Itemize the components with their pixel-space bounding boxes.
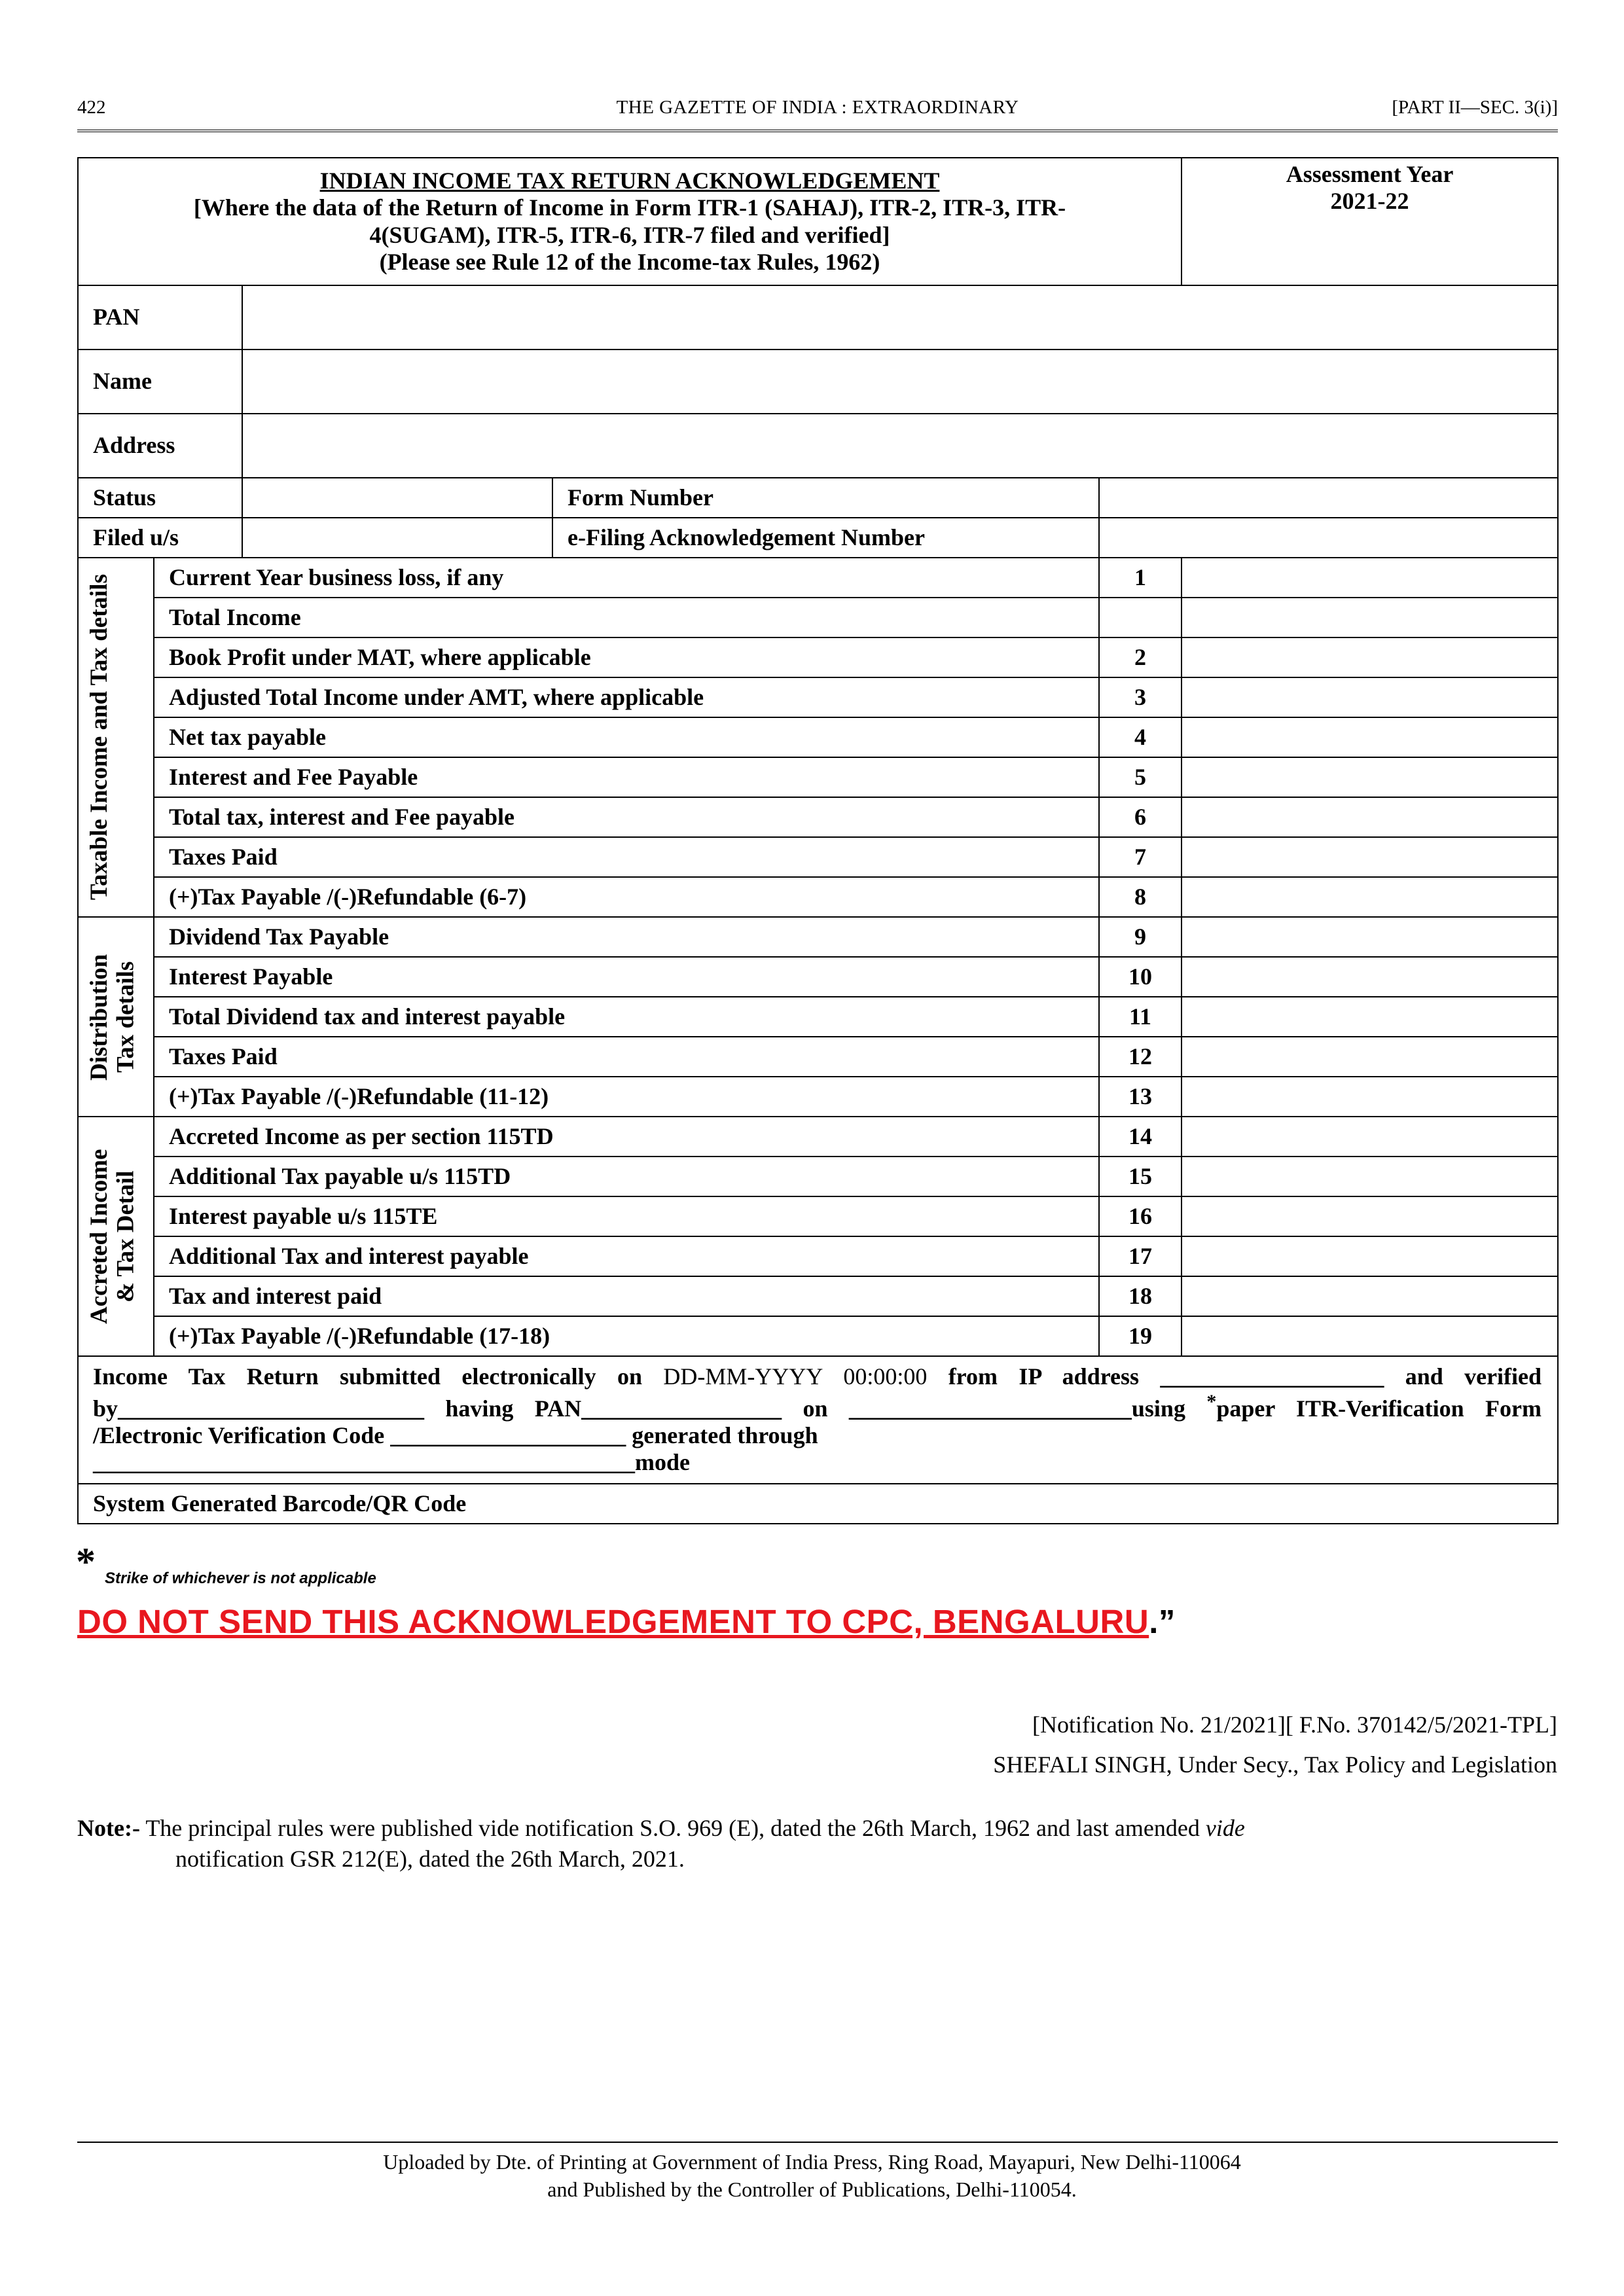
row-value bbox=[1182, 1316, 1558, 1356]
row-value bbox=[1182, 1077, 1558, 1117]
row-value bbox=[1182, 757, 1558, 797]
pan-label: PAN bbox=[78, 285, 242, 350]
row-label: Tax and interest paid bbox=[154, 1276, 1099, 1316]
submission-statement: Income Tax Return submitted electronically on DD-MM-YYYY 00:00:00 from IP address ___________________ and verified by__________________________ having PAN_________________ on ________________________using *paper ITR-Verification Form /Electronic Verification Code ____________________ generated through ______________________________________________mode bbox=[78, 1356, 1558, 1484]
gazette-title: THE GAZETTE OF INDIA : EXTRAORDINARY bbox=[616, 97, 1019, 118]
address-value bbox=[242, 414, 1558, 478]
section-taxable-income-label: Taxable Income and Tax details bbox=[78, 558, 154, 917]
acknowledgement-form bbox=[77, 157, 1559, 1524]
section-distribution-tax-label: Distribution Tax details bbox=[78, 917, 154, 1117]
barcode-label: System Generated Barcode/QR Code bbox=[78, 1484, 1558, 1524]
note-label: Note:- bbox=[77, 1815, 140, 1841]
form-subtitle-1: [Where the data of the Return of Income in Form ITR-1 (SAHAJ), ITR-2, ITR-3, ITR- bbox=[193, 194, 1066, 221]
form-number-label: Form Number bbox=[552, 478, 1099, 518]
filed-us-value bbox=[242, 518, 552, 558]
row-number: 5 bbox=[1099, 757, 1182, 797]
row-number: 17 bbox=[1099, 1236, 1182, 1276]
name-value bbox=[242, 350, 1558, 414]
row-number: 19 bbox=[1099, 1316, 1182, 1356]
row-number: 9 bbox=[1099, 917, 1182, 957]
note-continuation: notification GSR 212(E), dated the 26th March, 2021. bbox=[175, 1845, 685, 1872]
row-value bbox=[1182, 558, 1558, 598]
efiling-ack-value bbox=[1099, 518, 1558, 558]
row-label: Taxes Paid bbox=[154, 837, 1099, 877]
filed-us-label: Filed u/s bbox=[78, 518, 242, 558]
assessment-year-block bbox=[1182, 158, 1558, 285]
row-number bbox=[1099, 598, 1182, 637]
row-value bbox=[1182, 1236, 1558, 1276]
row-number: 15 bbox=[1099, 1157, 1182, 1196]
row-number: 10 bbox=[1099, 957, 1182, 997]
form-subtitle-3: (Please see Rule 12 of the Income-tax Rules, 1962) bbox=[379, 248, 880, 275]
submission-mode-line: ______________________________________________mode bbox=[93, 1449, 690, 1476]
notification-reference: [Notification No. 21/2021][ F.No. 370142/5/2021-TPL] bbox=[1032, 1712, 1557, 1738]
form-title-block bbox=[78, 158, 1182, 285]
row-value bbox=[1182, 837, 1558, 877]
row-label: Total tax, interest and Fee payable bbox=[154, 797, 1099, 837]
row-label: Additional Tax payable u/s 115TD bbox=[154, 1157, 1099, 1196]
note-block: Note:- The principal rules were published vide notification S.O. 969 (E), dated the 26th March, 1962 and last amended vide notification GSR 212(E), dated the 26th March, 2021. bbox=[77, 1813, 1558, 1874]
row-value bbox=[1182, 997, 1558, 1037]
row-label: Interest and Fee Payable bbox=[154, 757, 1099, 797]
page-number: 422 bbox=[77, 97, 106, 118]
header-rule bbox=[77, 130, 1558, 134]
row-label: Interest Payable bbox=[154, 957, 1099, 997]
row-label: (+)Tax Payable /(-)Refundable (6-7) bbox=[154, 877, 1099, 917]
status-label: Status bbox=[78, 478, 242, 518]
address-label: Address bbox=[78, 414, 242, 478]
row-number: 3 bbox=[1099, 677, 1182, 717]
form-subtitle-2: 4(SUGAM), ITR-5, ITR-6, ITR-7 filed and verified] bbox=[369, 221, 890, 248]
efiling-ack-label: e-Filing Acknowledgement Number bbox=[552, 518, 1099, 558]
status-value bbox=[242, 478, 552, 518]
footer-rule bbox=[77, 2142, 1558, 2143]
page-footer bbox=[0, 2148, 1624, 2203]
row-value bbox=[1182, 797, 1558, 837]
pan-value bbox=[242, 285, 1558, 350]
row-value bbox=[1182, 1276, 1558, 1316]
section-accreted-income-label: Accreted Income & Tax Detail bbox=[78, 1117, 154, 1356]
row-label: Dividend Tax Payable bbox=[154, 917, 1099, 957]
row-label: Current Year business loss, if any bbox=[154, 558, 1099, 598]
row-number: 2 bbox=[1099, 637, 1182, 677]
row-number: 13 bbox=[1099, 1077, 1182, 1117]
row-value bbox=[1182, 1117, 1558, 1157]
footer-line-1: Uploaded by Dte. of Printing at Government of India Press, Ring Road, Mayapuri, New Delhi-110064 bbox=[383, 2150, 1241, 2174]
row-number: 16 bbox=[1099, 1196, 1182, 1236]
row-value bbox=[1182, 877, 1558, 917]
row-label: Total Dividend tax and interest payable bbox=[154, 997, 1099, 1037]
row-value bbox=[1182, 1037, 1558, 1077]
row-number: 14 bbox=[1099, 1117, 1182, 1157]
name-label: Name bbox=[78, 350, 242, 414]
row-number: 18 bbox=[1099, 1276, 1182, 1316]
row-number: 11 bbox=[1099, 997, 1182, 1037]
notification-signatory: SHEFALI SINGH, Under Secy., Tax Policy and Legislation bbox=[993, 1751, 1557, 1778]
gazette-part: [PART II—SEC. 3(i)] bbox=[1392, 97, 1558, 118]
assessment-year-value: 2021-22 bbox=[1330, 188, 1409, 215]
row-label: Net tax payable bbox=[154, 717, 1099, 757]
form-number-value bbox=[1099, 478, 1558, 518]
row-value bbox=[1182, 1157, 1558, 1196]
row-value bbox=[1182, 917, 1558, 957]
footnote-star: * bbox=[76, 1540, 96, 1583]
footnote-strike-text: Strike of whichever is not applicable bbox=[105, 1570, 376, 1587]
warning-closing-quote: .” bbox=[1149, 1603, 1176, 1640]
row-label: (+)Tax Payable /(-)Refundable (17-18) bbox=[154, 1316, 1099, 1356]
row-value bbox=[1182, 677, 1558, 717]
row-value bbox=[1182, 598, 1558, 637]
row-value bbox=[1182, 1196, 1558, 1236]
row-number: 12 bbox=[1099, 1037, 1182, 1077]
notification-block bbox=[993, 1705, 1557, 1785]
row-number: 1 bbox=[1099, 558, 1182, 598]
row-label: Book Profit under MAT, where applicable bbox=[154, 637, 1099, 677]
row-label: Additional Tax and interest payable bbox=[154, 1236, 1099, 1276]
row-number: 6 bbox=[1099, 797, 1182, 837]
form-title: INDIAN INCOME TAX RETURN ACKNOWLEDGEMENT bbox=[319, 167, 940, 194]
row-label: Interest payable u/s 115TE bbox=[154, 1196, 1099, 1236]
page-header bbox=[77, 97, 1558, 123]
row-number: 8 bbox=[1099, 877, 1182, 917]
row-value bbox=[1182, 957, 1558, 997]
row-number: 4 bbox=[1099, 717, 1182, 757]
footer-line-2: and Published by the Controller of Publications, Delhi-110054. bbox=[547, 2178, 1077, 2202]
row-value bbox=[1182, 717, 1558, 757]
warning-text: DO NOT SEND THIS ACKNOWLEDGEMENT TO CPC, BENGALURU bbox=[77, 1603, 1149, 1640]
row-value bbox=[1182, 637, 1558, 677]
row-number: 7 bbox=[1099, 837, 1182, 877]
row-label: Accreted Income as per section 115TD bbox=[154, 1117, 1099, 1157]
row-label: Total Income bbox=[154, 598, 1099, 637]
submission-datetime: DD-MM-YYYY 00:00:00 bbox=[663, 1363, 928, 1390]
warning-notice bbox=[77, 1602, 1176, 1641]
assessment-year-label: Assessment Year bbox=[1286, 161, 1454, 187]
row-label: (+)Tax Payable /(-)Refundable (11-12) bbox=[154, 1077, 1099, 1117]
row-label: Taxes Paid bbox=[154, 1037, 1099, 1077]
row-label: Adjusted Total Income under AMT, where applicable bbox=[154, 677, 1099, 717]
